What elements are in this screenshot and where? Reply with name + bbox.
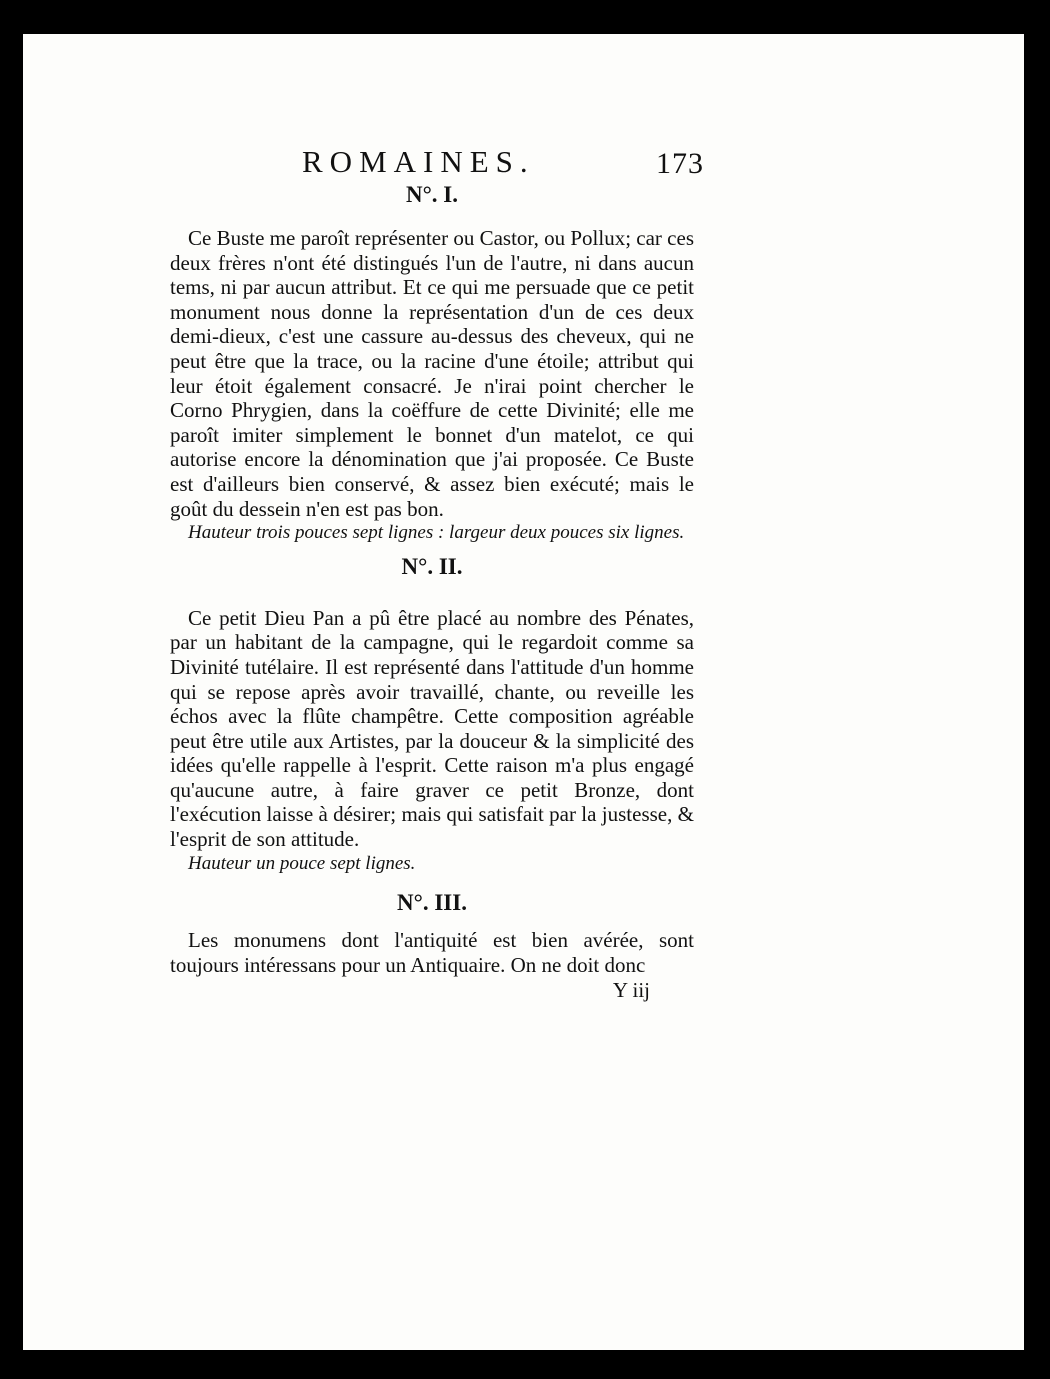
dimensions-1: Hauteur trois pouces sept lignes : largeur deux pouces six lignes. xyxy=(188,522,685,544)
paragraph-3: Les monumens dont l'antiquité est bien avérée, sont toujours intéressans pour un Antiquaire. On ne doit donc xyxy=(170,928,694,977)
book-page xyxy=(16,34,1024,1350)
signature-mark: Y iij xyxy=(612,978,650,1003)
dimensions-2: Hauteur un pouce sept lignes. xyxy=(188,852,416,874)
page-left-edge xyxy=(16,34,23,1350)
section-heading-3: N°. III. xyxy=(397,890,467,916)
section-heading-1: N°. I. xyxy=(405,182,458,207)
running-title: ROMAINES. xyxy=(302,144,535,179)
page-number: 173 xyxy=(656,147,704,180)
paragraph-1: Ce Buste me paroît représenter ou Castor, ou Pollux; car ces deux frères n'ont été distingués l'un de l'autre, ni dans aucun tems, ni par aucun attribut. Et ce qui me persuade que ce petit monument nous donne la représentation d'un de ces deux demi-dieux, c'est une cassure au-dessus des cheveux, qui ne peut être que la trace, ou la racine d'une étoile; attribut qui leur étoit également consacré. Je n'irai point chercher le Corno Phrygien, dans la coëffure de cette Divinité; elle me paroît imiter simplement le bonnet d'un matelot, ce qui autorise encore la dénomination que j'ai proposée. Ce Buste est d'ailleurs bien conservé, & assez bien exécuté; mais le goût du dessein n'en est pas bon. xyxy=(170,226,694,521)
page-header xyxy=(16,142,1024,182)
section-heading-2: N°. II. xyxy=(401,553,463,579)
paragraph-2: Ce petit Dieu Pan a pû être placé au nombre des Pénates, par un habitant de la campagne, qui le regardoit comme sa Divinité tutélaire. Il est représenté dans l'attitude d'un homme qui se repose après avoir travaillé, chante, ou reveille les échos avec la flûte champêtre. Cette composition agréable peut être utile aux Artistes, par la douceur & la simplicité des idées qu'elle rappelle à l'esprit. Cette raison m'a plus engagé qu'aucune autre, à faire graver ce petit Bronze, dont l'exécution laisse à désirer; mais qui satisfait par la justesse, & l'esprit de son attitude. xyxy=(170,605,694,852)
text-block xyxy=(170,178,694,1003)
